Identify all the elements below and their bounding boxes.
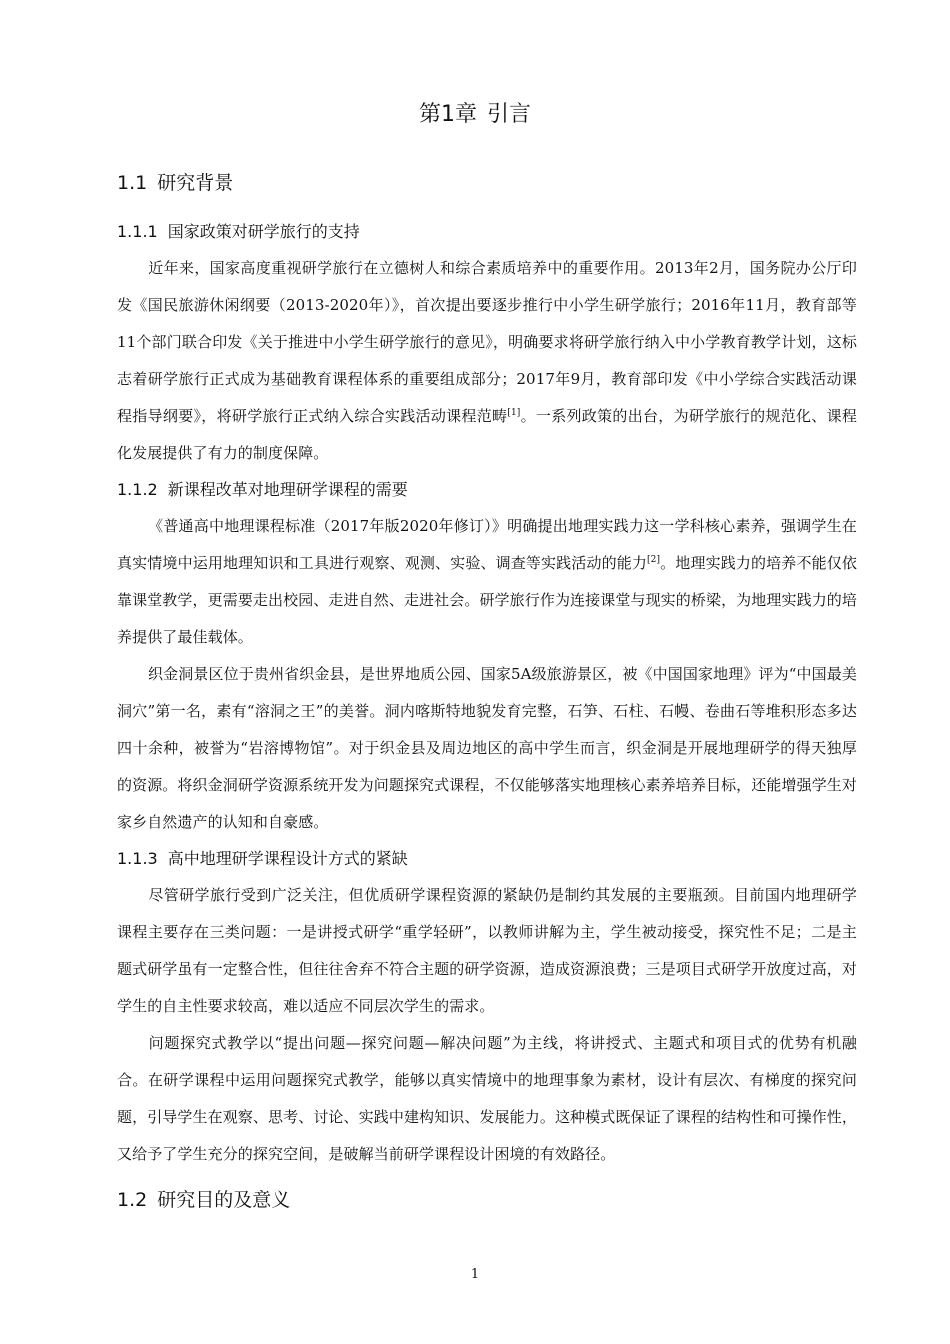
paragraph-text-tail: 。地理实践力的培养不能仅依靠课堂教学，更需要走出校园、走进自然、走进社会。研学旅行作为连接课堂与现实的桥梁，为地理实践力的培养提供了最佳载体。 — [117, 554, 857, 646]
paragraph-inquiry-teaching — [117, 1025, 857, 1173]
paragraph-text: 织金洞景区位于贵州省织金县，是世界地质公园、国家5A级旅游景区，被《中国国家地理》评为“中国最美洞穴”第一名，素有“溶洞之王”的美誉。洞内喀斯特地貌发育完整，石笋、石柱、石幔、卷曲石等堆积形态多达四十余种，被誉为“岩溶博物馆”。对于织金县及周边地区的高中学生而言，织金洞是开展地理研学的得天独厚的资源。将织金洞研学资源系统开发为问题探究式课程，不仅能够落实地理核心素养培养目标，还能增强学生对家乡自然遗产的认知和自豪感。 — [117, 665, 857, 831]
chapter-name: 引言 — [486, 102, 531, 127]
section-number: 1.2 — [117, 1189, 148, 1211]
section-heading-1-1-3 — [117, 847, 408, 871]
section-title: 高中地理研学课程设计方式的紧缺 — [167, 849, 408, 868]
section-heading-1-1 — [117, 170, 233, 196]
section-number: 1.1.3 — [117, 849, 158, 868]
paragraph-text: 《普通高中地理课程标准（2017年版2020年修订）》明确提出地理实践力这一学科核心素养，强调学生在真实情境中运用地理知识和工具进行观察、观测、实验、调查等实践活动的能力 — [117, 517, 857, 572]
section-title: 新课程改革对地理研学课程的需要 — [167, 480, 408, 499]
section-heading-1-1-2 — [117, 478, 408, 502]
paragraph-text: 问题探究式教学以“提出问题—探究问题—解决问题”为主线，将讲授式、主题式和项目式的优势有机融合。在研学课程中运用问题探究式教学，能够以真实情境中的地理事象为素材，设计有层次、有梯度的探究问题，引导学生在观察、思考、讨论、实践中建构知识、发展能力。这种模式既保证了课程的结构性和可操作性，又给予了学生充分的探究空间，是破解当前研学课程设计困境的有效路径。 — [117, 1034, 857, 1163]
section-number: 1.1.1 — [117, 222, 158, 241]
citation-ref: [2] — [647, 555, 661, 565]
paragraph-text: 尽管研学旅行受到广泛关注，但优质研学课程资源的紧缺仍是制约其发展的主要瓶颈。目前国内地理研学课程主要存在三类问题：一是讲授式研学“重学轻研”，以教师讲解为主，学生被动接受，探究性不足；二是主题式研学虽有一定整合性，但往往舍弃不符合主题的研学资源，造成资源浪费；三是项目式研学开放度过高，对学生的自主性要求较高，难以适应不同层次学生的需求。 — [117, 886, 857, 1015]
section-title: 研究背景 — [157, 172, 234, 194]
paragraph-curriculum-standard — [117, 508, 857, 656]
paragraph-course-shortage — [117, 877, 857, 1025]
chapter-title — [0, 100, 950, 130]
citation-ref: [1] — [507, 408, 521, 418]
section-heading-1-2 — [117, 1187, 290, 1213]
section-heading-1-1-1 — [117, 220, 360, 244]
section-number: 1.1.2 — [117, 480, 158, 499]
paragraph-zhijin-cave — [117, 656, 857, 841]
section-number: 1.1 — [117, 172, 148, 194]
paragraph-text-tail: 。一系列政策的出台，为研学旅行的规范化、课程化发展提供了有力的制度保障。 — [117, 407, 858, 462]
chapter-number: 第1章 — [418, 102, 477, 127]
section-title: 研究目的及意义 — [157, 1189, 291, 1211]
section-title: 国家政策对研学旅行的支持 — [167, 222, 360, 241]
paragraph-policy-support — [117, 250, 857, 472]
page-number: 1 — [470, 1267, 480, 1282]
paragraph-text: 近年来，国家高度重视研学旅行在立德树人和综合素质培养中的重要作用。2013年2月，国务院办公厅印发《国民旅游休闲纲要（2013-2020年）》，首次提出要逐步推行中小学生研学旅行；2016年11月，教育部等11个部门联合印发《关于推进中小学生研学旅行的意见》，明确要求将研学旅行纳入中小学教育教学计划，这标志着研学旅行正式成为基础教育课程体系的重要组成部分；2017年9月，教育部印发《中小学综合实践活动课程指导纲要》，将研学旅行正式纳入综合实践活动课程范畴 — [117, 259, 857, 425]
